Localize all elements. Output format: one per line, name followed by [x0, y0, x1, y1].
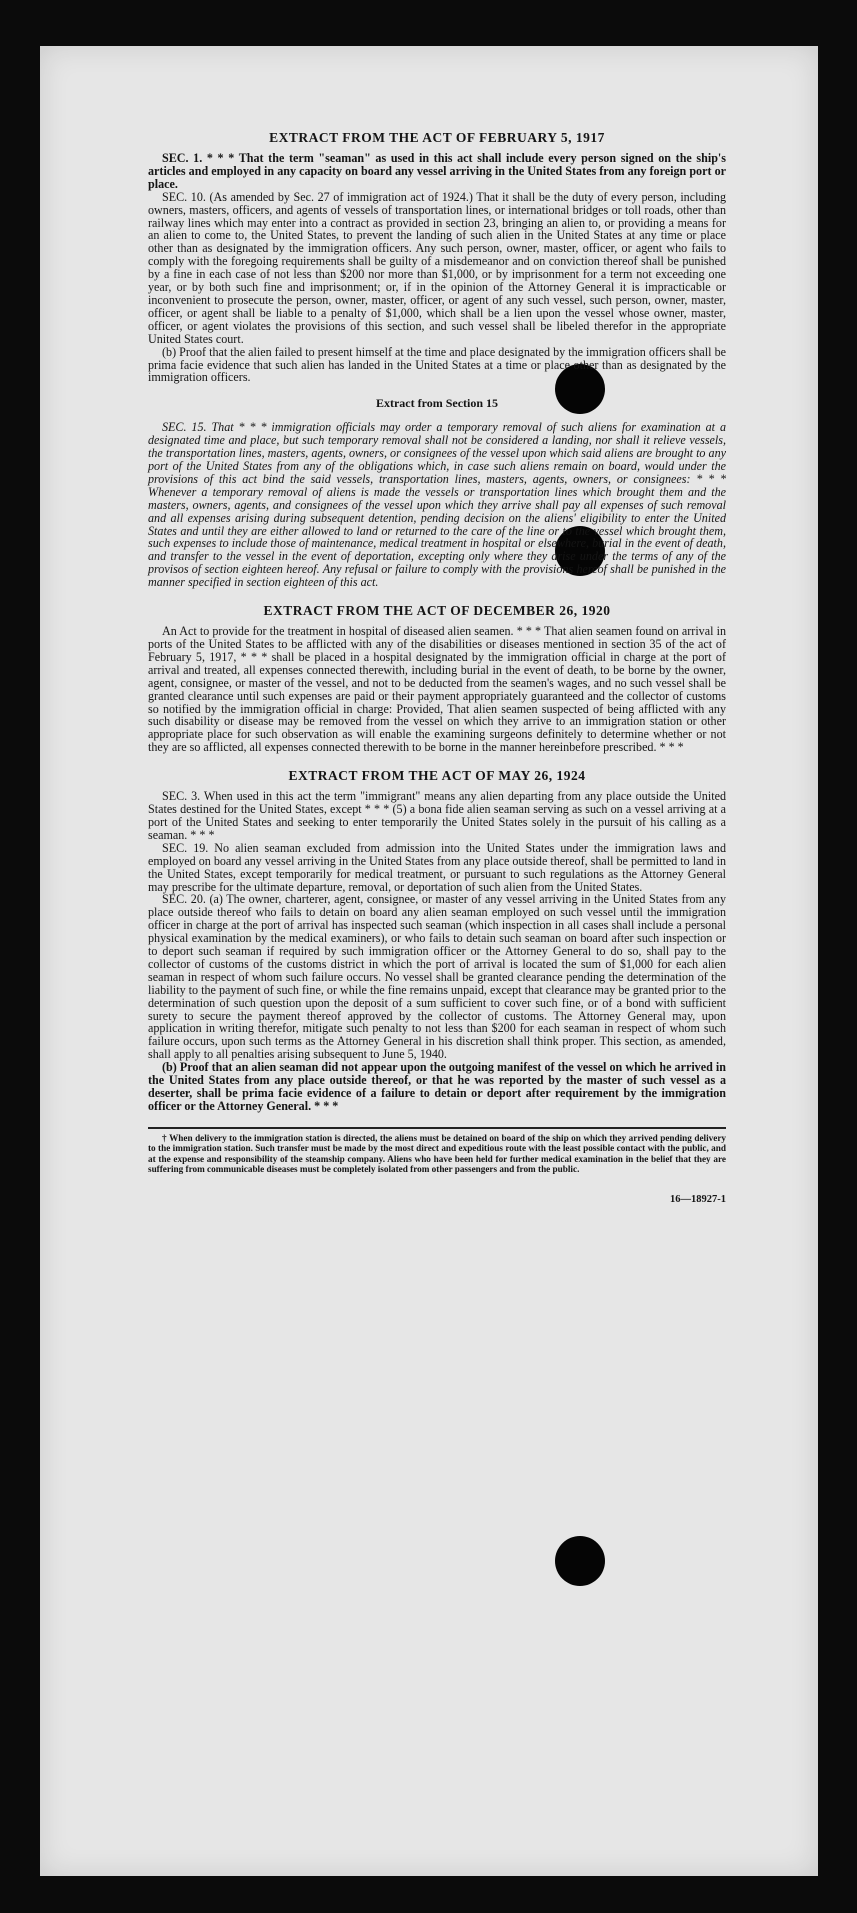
- paragraph-sec-19: SEC. 19. No alien seaman excluded from admission into the United States under the immigration laws and employed on board any vessel arriving in the United States from any place outside thereof, shall be permitted to land in the United States, except temporarily for medical treatment, or pursuant to such regulations as the Attorney General may prescribe for the ultimate departure, removal, or deportation of such alien from the United States.: [148, 840, 726, 894]
- document-page: [40, 46, 818, 1876]
- paragraph-sec-1: SEC. 1. * * * That the term "seaman" as used in this act shall include every person signed on the ship's articles and employed in any capacity on board any vessel arriving in the United States from any foreign port or place.: [148, 151, 726, 191]
- heading-section-15: Extract from Section 15: [375, 396, 499, 411]
- heading-act-1920: EXTRACT FROM THE ACT OF DECEMBER 26, 1920: [263, 603, 611, 619]
- paragraph-sec-10b: (b) Proof that the alien failed to present himself at the time and place designated by the immigration officers shall be prima facie evidence that such alien has landed in the United States at a time or place other than as designated by the immigration officers.: [148, 344, 726, 385]
- document-content: [148, 130, 726, 1205]
- paragraph-sec-20b: (b) Proof that an alien seaman did not appear upon the outgoing manifest of the vessel on which he arrived in the United States from any place outside thereof, or that he was reported by the master of such vessel as a deserter, shall be prima facie evidence of a failure to detain or deport after requirement by the immigration officer or the Attorney General. * * *: [148, 1060, 726, 1113]
- heading-act-1924: EXTRACT FROM THE ACT OF MAY 26, 1924: [288, 768, 586, 784]
- paragraph-sec-10: SEC. 10. (As amended by Sec. 27 of immigration act of 1924.) That it shall be the duty of every person, including owners, masters, officers, and agents of vessels of transportation lines, or international bridges or toll roads, other than railway lines which may enter into a contract as provided in section 23, bringing an alien to, or providing a means for an alien to come to, the United States, to prevent the landing of such alien in the United States at any time or place other than as designated by the immigration officers. Any such person, owner, master, officer, or agent who fails to comply with the foregoing requirements shall be guilty of a misdemeanor and on conviction thereof shall be punished by a fine in each case of not less than $200 nor more than $1,000, or by imprisonment for a term not exceeding one year, or by both such fine and imprisonment; or, if in the opinion of the Attorney General it is impracticable or inconvenient to prosecute the person, owner, master, officer, or agent of any such vessel, such person, owner, master, officer, or agent shall be liable to a penalty of $1,000, which shall be a lien upon the vessel whose owner, master, officer, or agent violates the provisions of this section, and such vessel shall be libeled therefor in the appropriate United States court.: [148, 189, 726, 346]
- footnote: [148, 1127, 726, 1175]
- paragraph-sec-3: SEC. 3. When used in this act the term "immigrant" means any alien departing from any place outside the United States destined for the United States, except * * * (5) a bona fide alien seaman serving as such on a vessel arriving at a port of the United States and seeking to enter temporarily the United States solely in the pursuit of his calling as a seaman. * * *: [148, 789, 726, 842]
- heading-act-1917: EXTRACT FROM THE ACT OF FEBRUARY 5, 1917: [269, 130, 605, 145]
- punch-hole-3: [555, 1536, 605, 1586]
- paragraph-sec-20: SEC. 20. (a) The owner, charterer, agent, consignee, or master of any vessel arriving in the United States from any place outside thereof who fails to detain on board any alien seaman employed on such vessel until the immigration officer in charge at the port of arrival has inspected such seaman (which inspection in all cases shall include a personal physical examination by the medical examiners), or who fails to detain such seaman on board after such inspection or to deport such seaman if required by such immigration officer or the Attorney General to do so, shall pay to the collector of customs of the customs district in which the port of arrival is located the sum of $1,000 for each alien seaman in respect of whom such failure occurs. No vessel shall be granted clearance pending the determination of the liability to the payment of such fine, or while the fine remains unpaid, except that clearance may be granted prior to the determination of such question upon the deposit of a sum sufficient to cover such fine, or of a bond with sufficient surety to secure the payment thereof approved by the collector of customs. The Attorney General may, upon application in writing therefor, mitigate such penalty to not less than $200 for each seaman in respect of whom such failure occurs, upon such terms as the Attorney General in his discretion shall think proper. This section, as amended, shall apply to all penalties arising subsequent to June 5, 1940.: [148, 892, 726, 1062]
- paragraph-sec-15: SEC. 15. That * * * immigration officials may order a temporary removal of such aliens for examination at a designated time and place, but such temporary removal shall not be considered a landing, nor shall it relieve vessels, the transportation lines, masters, agents, owners, or consignees of the vessel upon which said aliens are brought to any port of the United States from any of the obligations which, in case such aliens remain on board, would under the provisions of this act bind the said vessels, transportation lines, masters, agents, owners, or consignees: * * * Whenever a temporary removal of aliens is made the vessels or transportation lines which brought them and the masters, owners, agents, and consignees of the vessel upon which they arrive shall pay all expenses of such removal and all expenses arising during subsequent detention, pending decision on the aliens' eligibility to enter the United States and until they are either allowed to land or returned to the care of the line or to the vessel which brought them, such expenses to include those of maintenance, medical treatment in hospital or elsewhere, burial in the event of death, and transfer to the vessel in the event of deportation, excepting only where they arise under the terms of any of the provisos of section eighteen hereof. Any refusal or failure to comply with the provisions hereof shall be punished in the manner specified in section eighteen of this act.: [148, 420, 726, 590]
- form-code: 16—18927-1: [670, 1194, 726, 1206]
- paragraph-act-1920: An Act to provide for the treatment in hospital of diseased alien seamen. * * * That alien seamen found on arrival in ports of the United States to be afflicted with any of the disabilities or diseases mentioned in section 35 of the act of February 5, 1917, * * * shall be placed in a hospital designated by the immigration official in charge at the port of arrival and treated, all expenses connected therewith, including burial in the event of death, to be borne by the owner, agent, consignee, or master of the vessel, and not to be deducted from the seamen's wages, and no such vessel shall be granted clearance until such expenses are paid or their payment appropriately guaranteed and the collector of customs so notified by the immigration official in charge: Provided, That alien seamen suspected of being afflicted with any such disability or disease may be removed from the vessel on which they arrive to an immigration station or other appropriate place for such observation as will enable the examining surgeons definitely to determine whether or not they are so afflicted, all expenses connected therewith to be borne in the manner hereinbefore prescribed. * * *: [148, 624, 726, 755]
- footnote-text: † When delivery to the immigration station is directed, the aliens must be detained on board of the ship on which they arrived pending delivery to the immigration station. Such transfer must be made by the most direct and expeditious route with the least possible contact with the public, and at the expense and responsibility of the steamship company. Aliens who have been held for further medical examination in the belief that they are suffering from communicable diseases must be completely isolated from other passengers and from the public.: [148, 1132, 726, 1175]
